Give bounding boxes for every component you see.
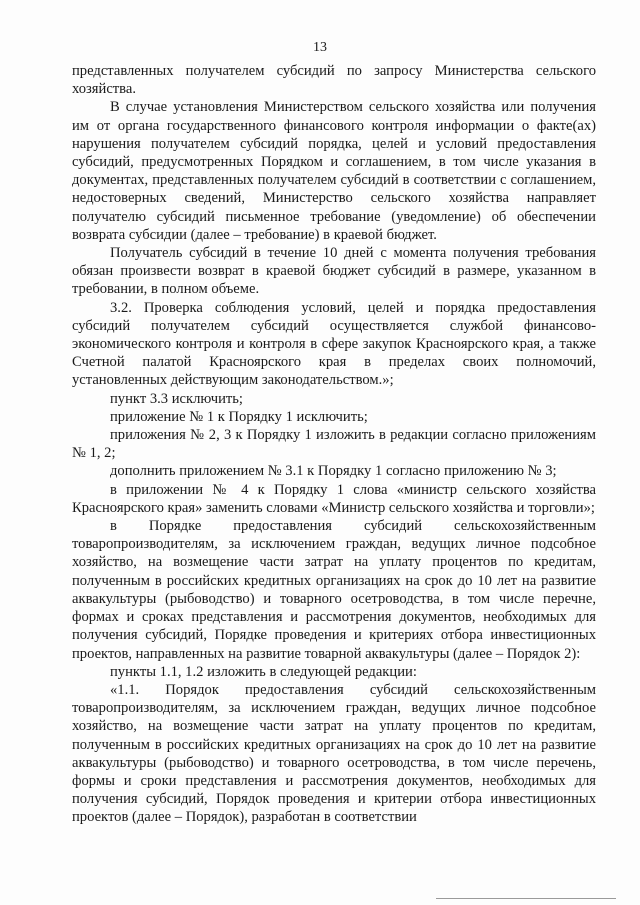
paragraph-appendix-4: в приложении № 4 к Порядку 1 слова «министр сельского хозяйства Красноярского края» заменить словами «Министр сельского хозяйства и торговли»; <box>72 481 596 516</box>
paragraph-appendices-2-3: приложения № 2, 3 к Порядку 1 изложить в редакции согласно приложениям № 1, 2; <box>72 427 596 462</box>
paragraph-item-3-3: пункт 3.3 исключить; <box>110 390 243 407</box>
paragraph-procedure-2: в Порядке предоставления субсидий сельскохозяйственным товаропроизводителям, за исключением граждан, ведущих личное подсобное хозяйство, на возмещение части затрат на уплату процентов по кредитам, полученным в российских кредитных организациях на срок до 10 лет на развитие аквакультуры (рыбоводство) и товарного осетроводства, в том числе перечне, формах и сроках представления и рассмотрения документов, необходимых для получения субсидий, Порядке проведения и критериях отбора инвестиционных проектов, направленных на развитие товарной аквакультуры (далее – Порядок 2): <box>72 518 596 662</box>
paragraph-clause-1-1: «1.1. Порядок предоставления субсидий сельскохозяйственным товаропроизводителям, за исключением граждан, ведущих личное подсобное хозяйство, на возмещение части затрат на уплату процентов по кредитам, полученным в российских кредитных организациях на срок до 10 лет на развитие аквакультуры (рыбоводство) и товарного осетроводства, в том числе перечень, формы и сроки представления и рассмотрения документов, необходимых для получения субсидий, Порядок проведения и критерии отбора инвестиционных проектов (далее – Порядок), разработан в соответствии <box>72 681 596 826</box>
paragraph-appendix-1: приложение № 1 к Порядку 1 исключить; <box>110 408 368 425</box>
paragraph-appendix-3-1: дополнить приложением № 3.1 к Порядку 1 согласно приложению № 3; <box>110 463 557 480</box>
page-number: 13 <box>313 40 327 55</box>
paragraph-items-1-1-1-2: пункты 1.1, 1.2 изложить в следующей редакции: <box>110 663 417 680</box>
paragraph-refund-term: Получатель субсидий в течение 10 дней с момента получения требования обязан произвести возврат в краевой бюджет субсидий в размере, указанном в требовании, в полном объеме. <box>72 245 596 298</box>
paragraph-clause-3-2: 3.2. Проверка соблюдения условий, целей и порядка предоставления субсидий получателем субсидий осуществляется службой финансово-экономического контроля и контроля в сфере закупок Красноярского края, а также Счетной палатой Красноярского края в пределах своих полномочий, установленных действующим законодательством.»; <box>72 299 596 389</box>
paragraph-continuation: представленных получателем субсидий по запросу Министерства сельского хозяйства. <box>72 63 596 98</box>
document-body <box>72 62 596 827</box>
scan-edge-line <box>436 898 616 899</box>
paragraph-violation-case: В случае установления Министерством сельского хозяйства или получения им от органа государственного финансового контроля информации о факте(ах) нарушения получателем субсидий порядка, целей и условий предоставления субсидий, предусмотренных Порядком и соглашением, в том числе указания в документах, представленных получателем субсидий в соответствии с соглашением, недостоверных сведений, Министерство сельского хозяйства направляет получателю субсидий письменное требование (уведомление) об обеспечении возврата субсидии (далее – требование) в краевой бюджет. <box>72 99 596 243</box>
